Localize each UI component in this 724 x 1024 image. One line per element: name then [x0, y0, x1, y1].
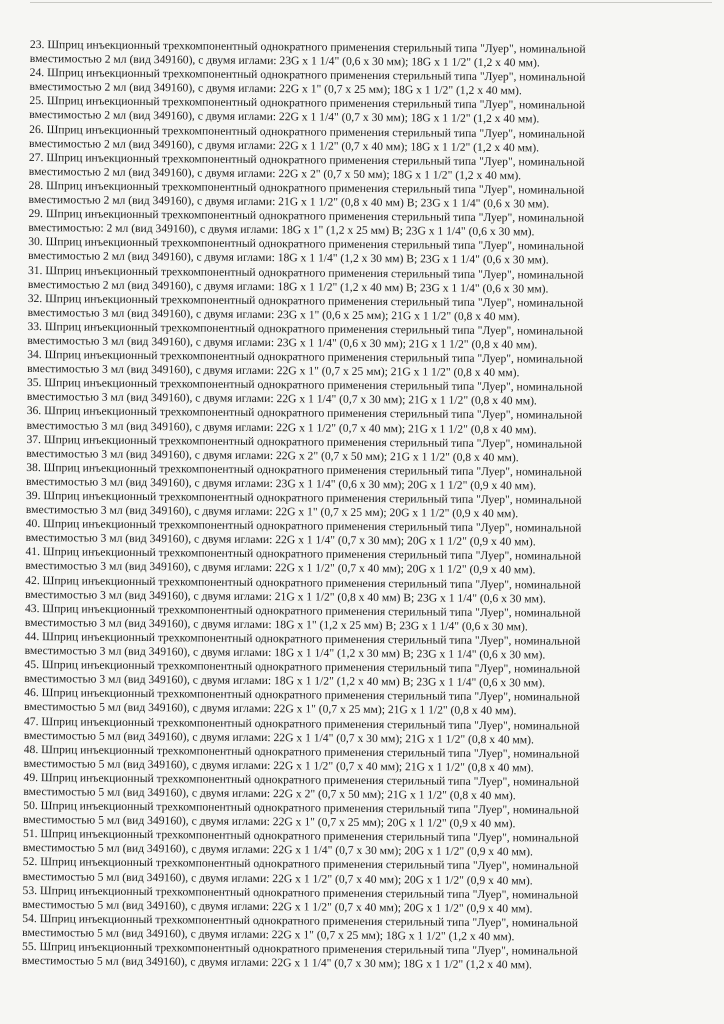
- item-specification: вместимостью 3 мл (вид 349160), с двумя иглами: 18G x 1 1/4" (1,2 x 30 мм) В; 23G x 1 1/4" (0,6 x 30 мм).: [24, 644, 546, 662]
- item-specification: вместимостью 5 мл (вид 349160), с двумя иглами: 22G x 2" (0,7 x 50 мм); 21G x 1 1/2" (0,8 x 40 мм).: [23, 784, 516, 803]
- item-specification: вместимостью 5 мл (вид 349160), с двумя иглами: 22G x 1 1/2" (0,7 x 40 мм); 20G x 1 1/2" (0,9 x 40 мм).: [22, 897, 533, 916]
- item-description: Шприц инъекционный трехкомпонентный однократного применения стерильный типа "Луер", номинальной: [45, 263, 584, 282]
- item-description: Шприц инъекционный трехкомпонентный однократного применения стерильный типа "Луер", номинальной: [42, 573, 581, 592]
- item-number: 45.: [24, 658, 40, 672]
- item-specification: вместимостью 5 мл (вид 349160), с двумя иглами: 22G x 1" (0,7 x 25 мм); 21G x 1 1/2" (0,8 x 40 мм).: [24, 700, 517, 718]
- item-number: 48.: [23, 742, 39, 756]
- item-specification: вместимостью 5 мл (вид 349160), с двумя иглами: 22G x 1 1/4" (0,7 x 30 мм); 20G x 1 1/2" (0,9 x 40 мм).: [22, 841, 533, 859]
- item-description: Шприц инъекционный трехкомпонентный однократного применения стерильный типа "Луер", номинальной: [47, 38, 586, 56]
- item-description: Шприц инъекционный трехкомпонентный однократного применения стерильный типа "Луер", номинальной: [42, 630, 581, 648]
- item-description: Шприц инъекционный трехкомпонентный однократного применения стерильный типа "Луер", номинальной: [46, 179, 585, 197]
- item-specification: вместимостью: 2 мл (вид 349160), с двумя иглами: 18G x 1" (1,2 x 25 мм) В; 23G x 1 1/4" (0,6 x 30 мм).: [28, 221, 535, 239]
- item-number: 35.: [26, 376, 42, 390]
- item-description: Шприц инъекционный трехкомпонентный однократного применения стерильный типа "Луер", номинальной: [45, 291, 584, 310]
- item-number: 25.: [29, 94, 45, 108]
- item-specification: вместимостью 5 мл (вид 349160), с двумя иглами: 22G x 1 1/2" (0,7 x 40 мм); 20G x 1 1/2" (0,9 x 40 мм).: [22, 869, 533, 887]
- item-number: 38.: [26, 460, 41, 474]
- item-description: Шприц инъекционный трехкомпонентный однократного применения стерильный типа "Луер", номинальной: [41, 714, 580, 733]
- item-number: 52.: [22, 855, 38, 869]
- item-number: 34.: [27, 348, 42, 362]
- item-specification: вместимостью 2 мл (вид 349160), с двумя иглами: 18G x 1 1/4" (1,2 x 30 мм) В; 23G x 1 1/4" (0,6 x 30 мм).: [28, 249, 549, 267]
- item-number: 49.: [23, 770, 39, 784]
- item-description: Шприц инъекционный трехкомпонентный однократного применения стерильный типа "Луер", номинальной: [40, 827, 579, 846]
- item-number: 23.: [29, 38, 45, 52]
- item-specification: вместимостью 3 мл (вид 349160), с двумя иглами: 18G x 1 1/2" (1,2 x 40 мм) В; 23G x 1 1/4" (0,6 x 30 мм).: [24, 672, 546, 690]
- item-number: 27.: [28, 150, 44, 164]
- item-specification: вместимостью 3 мл (вид 349160), с двумя иглами: 22G x 1" (0,7 x 25 мм); 21G x 1 1/2" (0,8 x 40 мм).: [27, 362, 520, 380]
- item-specification: вместимостью 5 мл (вид 349160), с двумя иглами: 22G x 1 1/4" (0,7 x 30 мм); 21G x 1 1/2" (0,8 x 40 мм).: [23, 728, 534, 747]
- item-description: Шприц инъекционный трехкомпонентный однократного применения стерильный типа "Луер", номинальной: [40, 770, 580, 789]
- item-number: 33.: [27, 319, 43, 333]
- item-number: 30.: [28, 235, 43, 249]
- item-number: 54.: [22, 911, 37, 925]
- item-description: Шприц инъекционный трехкомпонентный однократного применения стерильный типа "Луер", номинальной: [44, 320, 584, 338]
- item-specification: вместимостью 5 мл (вид 349160), с двумя иглами: 22G x 1" (0,7 x 25 мм); 18G x 1 1/2" (1,2 x 40 мм).: [22, 925, 515, 944]
- item-number: 24.: [29, 66, 45, 80]
- item-description: Шприц инъекционный трехкомпонентный однократного применения стерильный типа "Луер", номинальной: [45, 207, 585, 225]
- item-number: 29.: [28, 207, 44, 221]
- item-description: Шприц инъекционный трехкомпонентный однократного применения стерильный типа "Луер", номинальной: [47, 66, 586, 85]
- item-description: Шприц инъекционный трехкомпонентный однократного применения стерильный типа "Луер", номинальной: [42, 545, 582, 564]
- item-specification: вместимостью 3 мл (вид 349160), с двумя иглами: 22G x 1 1/2" (0,7 x 40 мм); 21G x 1 1/2" (0,8 x 40 мм).: [26, 418, 537, 436]
- item-description: Шприц инъекционный трехкомпонентный однократного применения стерильный типа "Луер", номинальной: [45, 235, 584, 254]
- item-number: 32.: [27, 291, 43, 305]
- item-specification: вместимостью 5 мл (вид 349160), с двумя иглами: 22G x 1" (0,7 x 25 мм); 20G x 1 1/2" (0,9 x 40 мм).: [23, 813, 516, 831]
- item-number: 39.: [25, 488, 41, 503]
- item-number: 42.: [25, 573, 40, 587]
- item-specification: вместимостью 3 мл (вид 349160), с двумя иглами: 22G x 1" (0,7 x 25 мм); 20G x 1 1/2" (0,9 x 40 мм).: [25, 503, 519, 521]
- item-description: Шприц инъекционный трехкомпонентный однократного применения стерильный типа "Луер", номинальной: [41, 658, 581, 676]
- item-specification: вместимостью 2 мл (вид 349160), с двумя иглами: 18G x 1 1/2" (1,2 x 40 мм) В; 23G x 1 1/4" (0,6 x 30 мм).: [27, 277, 549, 296]
- item-number: 41.: [25, 545, 41, 559]
- item-specification: вместимостью 3 мл (вид 349160), с двумя иглами: 22G x 1 1/2" (0,7 x 40 мм); 20G x 1 1/2" (0,9 x 40 мм).: [25, 559, 536, 577]
- item-description: Шприц инъекционный трехкомпонентный однократного применения стерильный типа "Луер", номинальной: [42, 601, 581, 620]
- item-description: Шприц инъекционный трехкомпонентный однократного применения стерильный типа "Луер", номинальной: [43, 489, 582, 507]
- item-specification: вместимостью 2 мл (вид 349160), с двумя иглами: 23G x 1 1/4" (0,6 x 30 мм); 18G x 1 1/2" (1,2 x 40 мм).: [29, 52, 540, 70]
- item-description: Шприц инъекционный трехкомпонентный однократного применения стерильный типа "Луер", номинальной: [44, 376, 583, 395]
- item-number: 31.: [27, 263, 43, 277]
- item-specification: вместимостью 3 мл (вид 349160), с двумя иглами: 22G x 1 1/4" (0,7 x 30 мм); 20G x 1 1/2" (0,9 x 40 мм).: [25, 531, 536, 549]
- list-item: [22, 940, 702, 974]
- item-number: 44.: [24, 629, 40, 644]
- item-specification: вместимостью 2 мл (вид 349160), с двумя иглами: 22G x 1 1/4" (0,7 x 30 мм); 18G x 1 1/2" (1,2 x 40 мм).: [29, 108, 540, 126]
- item-description: Шприц инъекционный трехкомпонентный однократного применения стерильный типа "Луер", номинальной: [44, 348, 583, 366]
- item-description: Шприц инъекционный трехкомпонентный однократного применения стерильный типа "Луер", номинальной: [44, 404, 583, 423]
- item-number: 51.: [22, 827, 38, 841]
- item-description: Шприц инъекционный трехкомпонентный однократного применения стерильный типа "Луер", номинальной: [43, 517, 582, 536]
- item-specification: вместимостью 2 мл (вид 349160), с двумя иглами: 21G x 1 1/2" (0,8 x 40 мм) В; 23G x 1 1/4" (0,6 x 30 мм).: [28, 193, 550, 211]
- item-specification: вместимостью 3 мл (вид 349160), с двумя иглами: 23G x 1 1/4" (0,6 x 30 мм); 20G x 1 1/2" (0,9 x 40 мм).: [26, 474, 537, 493]
- item-description: Шприц инъекционный трехкомпонентный однократного применения стерильный типа "Луер", номинальной: [41, 686, 580, 705]
- item-description: Шприц инъекционный трехкомпонентный однократного применения стерильный типа "Луер", номинальной: [43, 432, 583, 451]
- item-specification: вместимостью 3 мл (вид 349160), с двумя иглами: 23G x 1" (0,6 x 25 мм); 21G x 1 1/2" (0,8 x 40 мм).: [27, 305, 520, 324]
- item-specification: вместимостью 3 мл (вид 349160), с двумя иглами: 21G x 1 1/2" (0,8 x 40 мм) В; 23G x 1 1/4" (0,6 x 30 мм).: [25, 587, 546, 606]
- item-description: Шприц инъекционный трехкомпонентный однократного применения стерильный типа "Луер", номинальной: [39, 911, 579, 930]
- item-description: Шприц инъекционный трехкомпонентный однократного применения стерильный типа "Луер", номинальной: [39, 883, 579, 902]
- item-specification: вместимостью 3 мл (вид 349160), с двумя иглами: 18G x 1" (1,2 x 25 мм) В; 23G x 1 1/4" (0,6 x 30 мм).: [24, 615, 528, 634]
- item-number: 36.: [26, 404, 42, 418]
- syringe-item-list: [22, 38, 710, 974]
- item-number: 43.: [24, 601, 40, 615]
- item-number: 47.: [23, 714, 39, 728]
- item-description: Шприц инъекционный трехкомпонентный однократного применения стерильный типа "Луер", номинальной: [40, 799, 579, 817]
- item-description: Шприц инъекционный трехкомпонентный однократного применения стерильный типа "Луер", номинальной: [41, 742, 580, 761]
- item-description: Шприц инъекционный трехкомпонентный однократного применения стерильный типа "Луер", номинальной: [46, 122, 585, 141]
- top-divider: [30, 2, 712, 3]
- item-specification: вместимостью 5 мл (вид 349160), с двумя иглами: 22G x 1 1/4" (0,7 x 30 мм); 18G x 1 1/2" (1,2 x 40 мм).: [21, 954, 533, 972]
- item-specification: вместимостью 3 мл (вид 349160), с двумя иглами: 22G x 2" (0,7 x 50 мм); 21G x 1 1/2" (0,8 x 40 мм).: [26, 446, 519, 464]
- item-number: 26.: [29, 122, 44, 136]
- item-number: 40.: [25, 517, 41, 531]
- item-description: Шприц инъекционный трехкомпонентный однократного применения стерильный типа "Луер", номинальной: [43, 460, 582, 479]
- item-specification: вместимостью 3 мл (вид 349160), с двумя иглами: 23G x 1 1/4" (0,6 x 30 мм); 21G x 1 1/2" (0,8 x 40 мм).: [27, 333, 538, 352]
- item-description: Шприц инъекционный трехкомпонентный однократного применения стерильный типа "Луер", номинальной: [39, 940, 578, 958]
- item-specification: вместимостью 5 мл (вид 349160), с двумя иглами: 22G x 1 1/2" (0,7 x 40 мм); 21G x 1 1/2" (0,8 x 40 мм).: [23, 756, 534, 775]
- item-description: Шприц инъекционный трехкомпонентный однократного применения стерильный типа "Луер", номинальной: [40, 855, 579, 874]
- item-specification: вместимостью 2 мл (вид 349160), с двумя иглами: 22G x 2" (0,7 x 50 мм); 18G x 1 1/2" (1,2 x 40 мм).: [28, 164, 522, 183]
- item-description: Шприц инъекционный трехкомпонентный однократного применения стерильный типа "Луер", номинальной: [46, 150, 585, 169]
- item-number: 37.: [26, 432, 42, 446]
- item-specification: вместимостью 2 мл (вид 349160), с двумя иглами: 22G x 1 1/2" (0,7 x 40 мм); 18G x 1 1/2" (1,2 x 40 мм).: [29, 136, 540, 155]
- item-description: Шприц инъекционный трехкомпонентный однократного применения стерильный типа "Луер", номинальной: [46, 94, 586, 113]
- item-number: 55.: [22, 939, 37, 954]
- item-specification: вместимостью 3 мл (вид 349160), с двумя иглами: 22G x 1 1/4" (0,7 x 30 мм); 21G x 1 1/2" (0,8 x 40 мм).: [26, 390, 537, 408]
- item-number: 28.: [28, 178, 44, 193]
- item-specification: вместимостью 2 мл (вид 349160), с двумя иглами: 22G x 1" (0,7 x 25 мм); 18G x 1 1/2" (1,2 x 40 мм).: [29, 80, 522, 98]
- item-number: 50.: [23, 799, 38, 813]
- item-number: 53.: [22, 883, 38, 897]
- item-number: 46.: [24, 686, 39, 700]
